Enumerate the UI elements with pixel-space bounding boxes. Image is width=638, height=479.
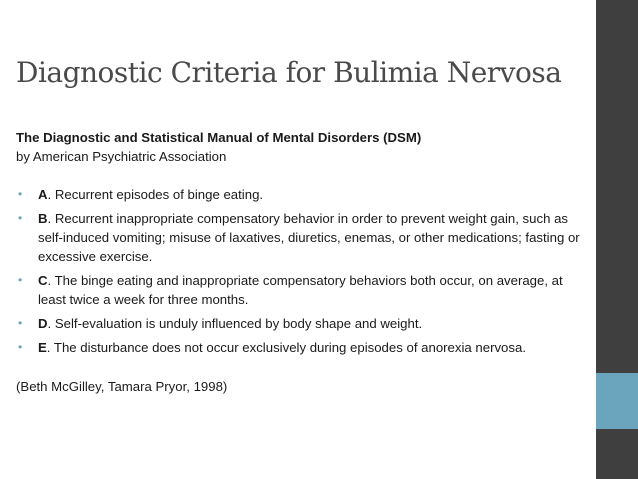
criterion-letter: A — [38, 187, 48, 202]
criterion-text: . Recurrent episodes of binge eating. — [47, 187, 264, 202]
criterion-c — [16, 271, 591, 309]
criterion-b — [16, 209, 591, 266]
criteria-list — [16, 185, 591, 357]
criterion-letter: D — [38, 316, 48, 331]
criterion-text: . The disturbance does not occur exclusively during episodes of anorexia nervosa. — [46, 340, 526, 355]
organization-line: by American Psychiatric Association — [16, 149, 227, 164]
bullet-icon: • — [18, 340, 23, 354]
slide-body — [16, 128, 591, 396]
criterion-d — [16, 314, 591, 333]
criterion-letter: B — [38, 211, 48, 226]
sidebar-accent-block — [596, 373, 638, 429]
criterion-a — [16, 185, 591, 204]
criterion-e — [16, 338, 591, 357]
criterion-letter: C — [38, 273, 48, 288]
dsm-subtitle: The Diagnostic and Statistical Manual of Mental Disorders (DSM) — [16, 130, 422, 145]
bullet-icon: • — [18, 273, 23, 287]
criterion-text: . The binge eating and inappropriate compensatory behaviors both occur, on average, at least twice a week for three months. — [38, 273, 563, 307]
criterion-letter: E — [38, 340, 47, 355]
bullet-icon: • — [18, 316, 23, 330]
bullet-icon: • — [18, 211, 23, 225]
citation: (Beth McGilley, Tamara Pryor, 1998) — [16, 379, 228, 394]
criterion-text: . Self-evaluation is unduly influenced by body shape and weight. — [47, 316, 423, 331]
bullet-icon: • — [18, 187, 23, 201]
slide-title: Diagnostic Criteria for Bulimia Nervosa — [16, 56, 562, 89]
criterion-text: . Recurrent inappropriate compensatory behavior in order to prevent weight gain, such as self-induced vomiting; misuse of laxatives, diuretics, enemas, or other medications; fasting or excessive exercise. — [38, 211, 580, 264]
